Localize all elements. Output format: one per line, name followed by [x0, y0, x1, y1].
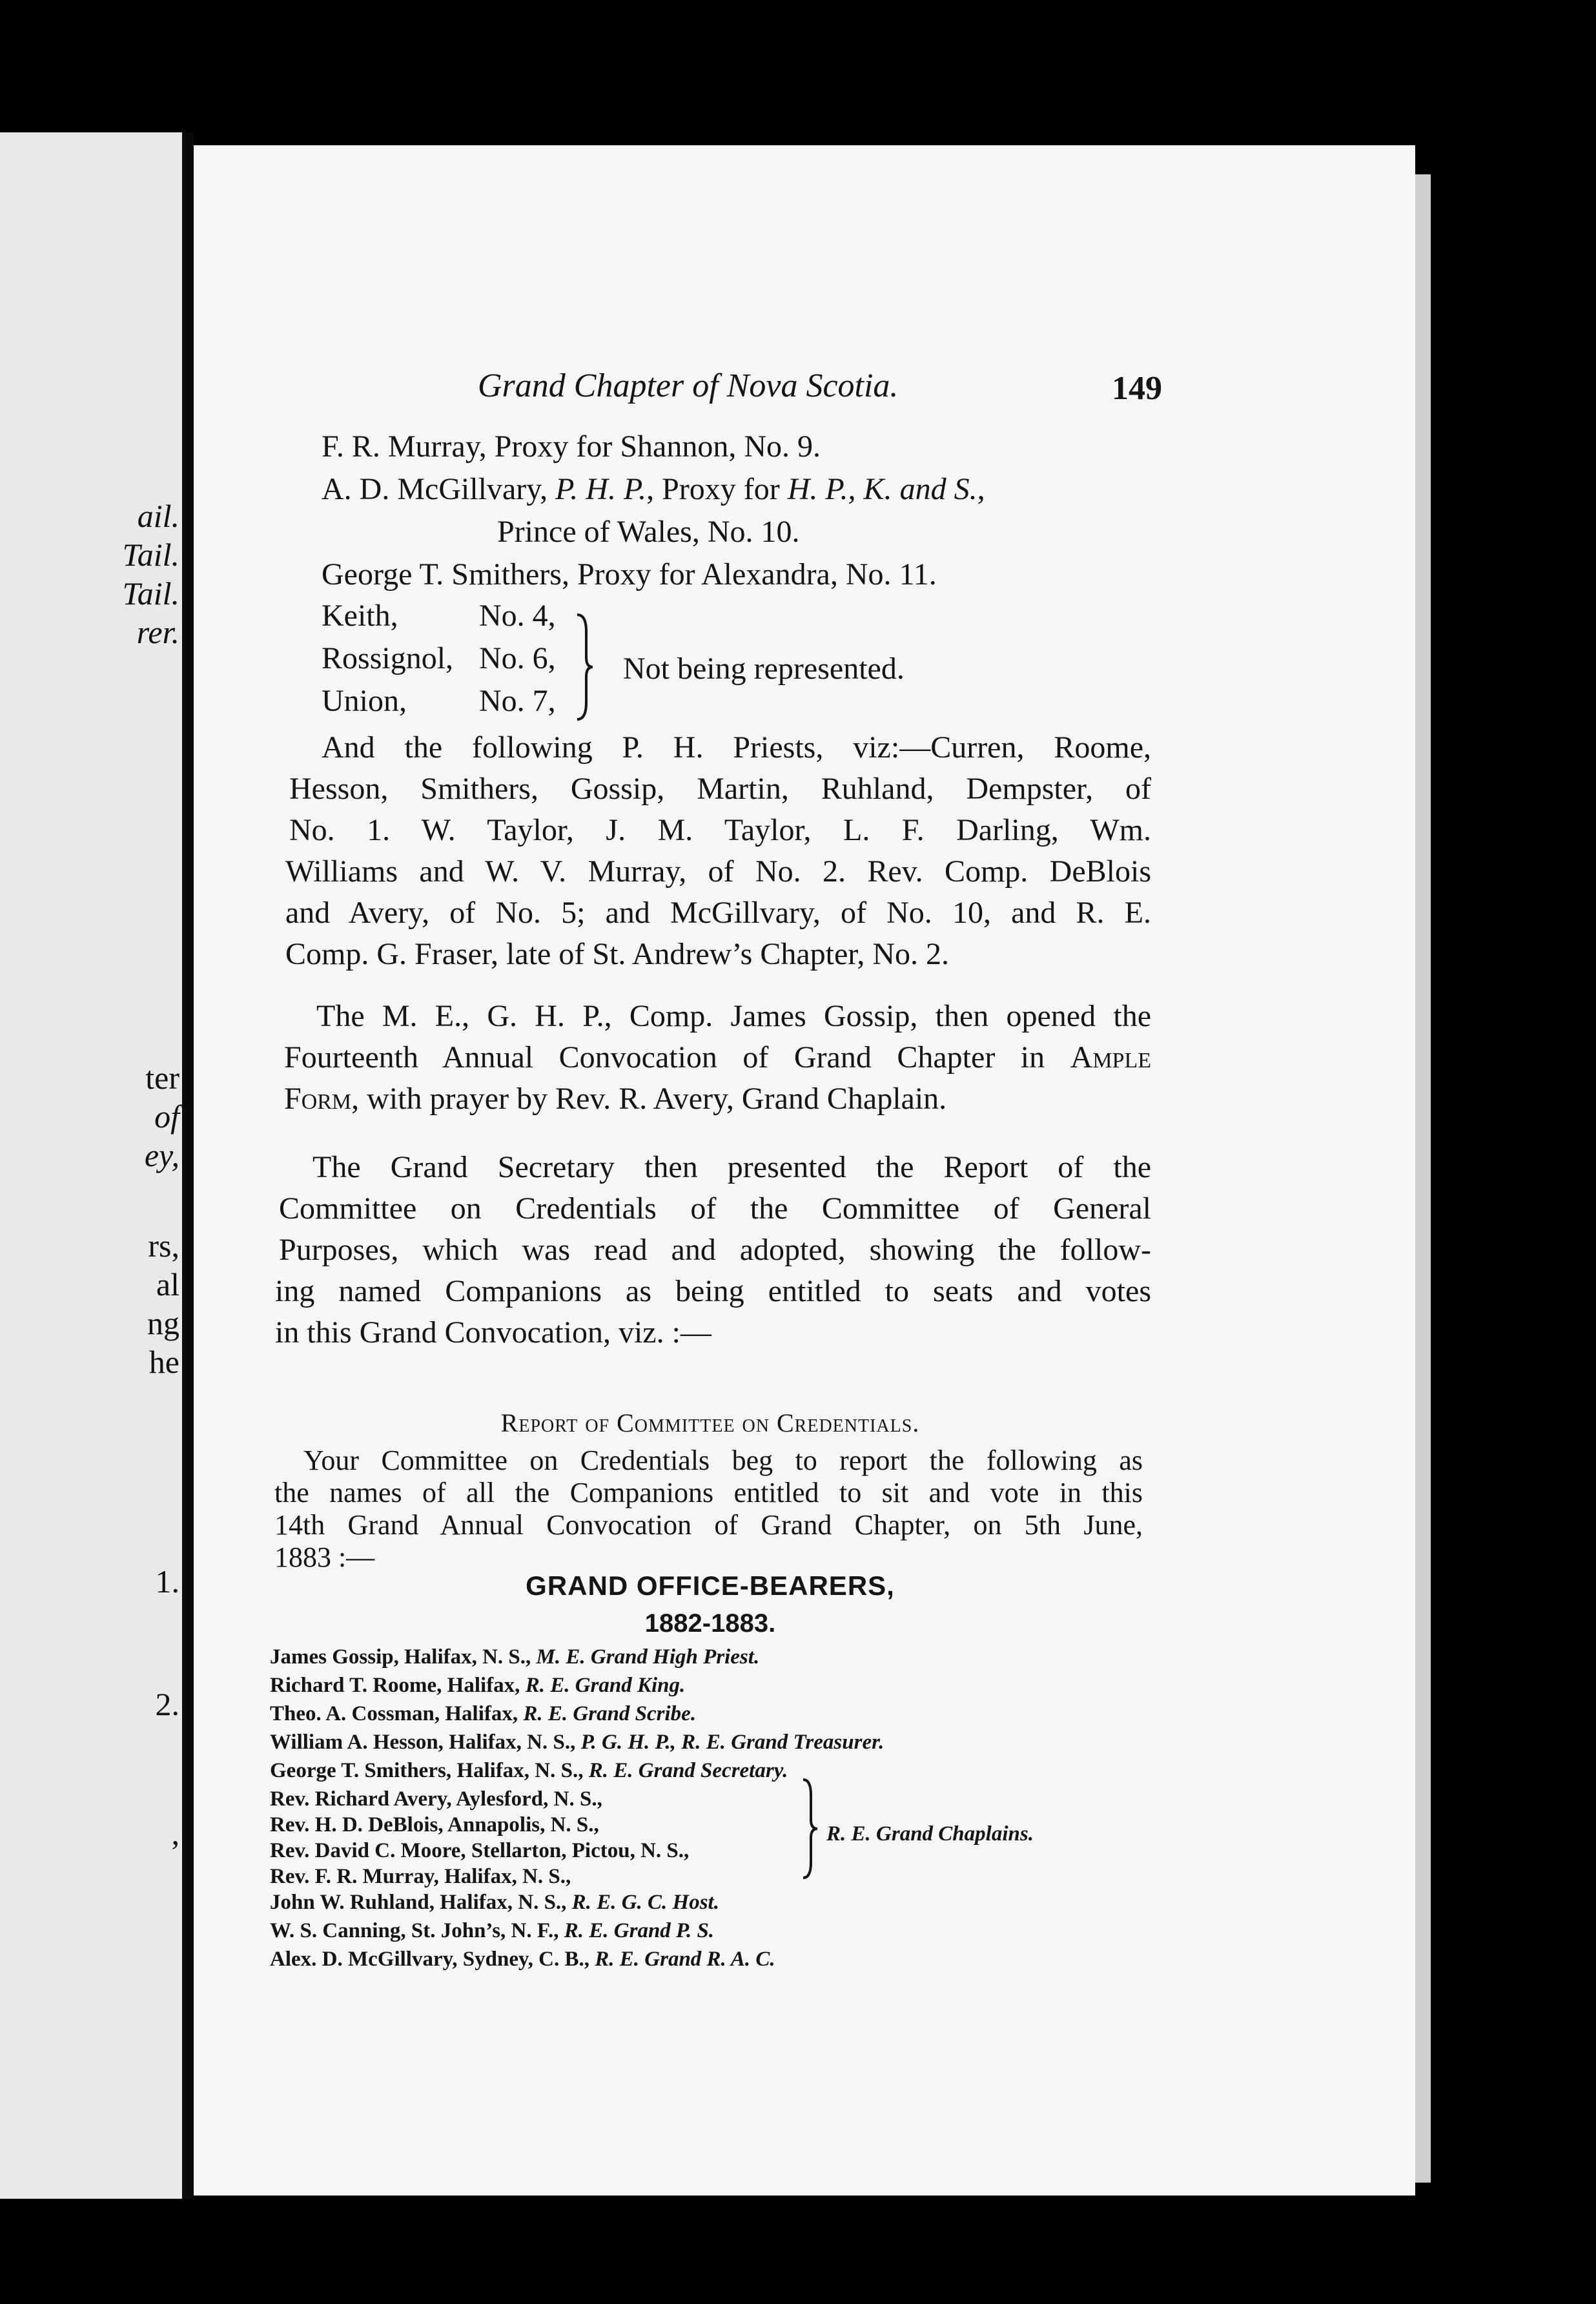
priests-line: and Avery, of No. 5; and McGillvary, of No. 10, and R. E.: [285, 896, 1151, 930]
report-line: 14th Grand Annual Convocation of Grand Chapter, on 5th June,: [274, 1509, 1143, 1541]
secretary-line: The Grand Secretary then presented the Report of the: [312, 1150, 1151, 1184]
opening-line: The M. E., G. H. P., Comp. James Gossip, then opened the: [316, 999, 1151, 1033]
officer-office: R. E. Grand Secretary.: [588, 1759, 788, 1782]
secretary-line: in this Grand Convocation, viz. :—: [275, 1315, 711, 1350]
opening-text: , with prayer by Rev. R. Avery, Grand Chaplain.: [351, 1082, 947, 1116]
officer-name: Rev. F. R. Murray, Halifax, N. S.,: [270, 1865, 571, 1888]
office-abbrev: H. P., K. and S.: [787, 472, 977, 506]
officer-name: Rev. David C. Moore, Stellarton, Pictou, N. S.,: [270, 1839, 690, 1862]
left-page-fragment: rer.: [136, 614, 179, 650]
proxy-line: [322, 559, 937, 590]
left-page-fragment: 1.: [155, 1563, 179, 1599]
left-page-fragment: Tail.: [122, 537, 179, 573]
opening-smallcaps: Form: [284, 1082, 352, 1116]
running-title: Grand Chapter of Nova Scotia.: [478, 367, 899, 404]
proxy-text: , Proxy for: [646, 472, 788, 506]
officer-name: Rev. Richard Avery, Aylesford, N. S.,: [270, 1787, 602, 1811]
priests-line: Comp. G. Fraser, late of St. Andrew’s Chapter, No. 2.: [285, 937, 950, 971]
proxy-line: [497, 517, 800, 548]
office-bearers-title: GRAND OFFICE-BEARERS,: [526, 1570, 895, 1601]
officer-name: James Gossip, Halifax, N. S.,: [270, 1645, 537, 1669]
chapter-number: No. 7,: [479, 684, 556, 718]
priests-line: Williams and W. V. Murray, of No. 2. Rev. Comp. DeBlois: [285, 854, 1151, 889]
report-line: Your Committee on Credentials beg to report the following as: [303, 1445, 1143, 1476]
left-page-fragment: 2.: [155, 1686, 179, 1722]
officer-name: Richard T. Roome, Halifax,: [270, 1674, 526, 1697]
book-gutter: [182, 132, 194, 2199]
officer-entry: [270, 1815, 599, 1836]
officer-name: George T. Smithers, Halifax, N. S.,: [270, 1759, 589, 1782]
officer-name: Theo. A. Cossman, Halifax,: [270, 1702, 524, 1725]
officer-name: John W. Ruhland, Halifax, N. S.,: [270, 1891, 572, 1914]
officer-name: Alex. D. McGillvary, Sydney, C. B.,: [270, 1948, 595, 1971]
officer-name: William A. Hesson, Halifax, N. S.,: [270, 1731, 581, 1754]
opening-line: [284, 1084, 946, 1115]
left-page-fragment: Tail.: [122, 575, 179, 612]
proxy-text: A. D. McGillvary,: [322, 472, 556, 506]
officer-office: R. E. Grand King.: [525, 1674, 686, 1697]
proxy-text: ,: [977, 472, 985, 506]
secretary-line: Purposes, which was read and adopted, showing the follow-: [279, 1233, 1151, 1267]
chapter-name: Union,: [322, 684, 407, 718]
officer-entry: [270, 1892, 719, 1913]
chapter-number: No. 4,: [479, 599, 556, 633]
chapter-number: No. 6,: [479, 641, 556, 675]
priests-line: And the following P. H. Priests, viz:—Curren, Roome,: [322, 730, 1151, 765]
brace-icon: [801, 1777, 820, 1880]
opening-line: [284, 1042, 1151, 1073]
report-line: 1883 :—: [274, 1541, 375, 1573]
left-page-fragment: ng: [147, 1305, 179, 1341]
left-page-fragment: ey,: [144, 1137, 179, 1173]
officer-entry: [270, 1675, 685, 1696]
opening-smallcaps: Ample: [1070, 1040, 1151, 1075]
not-represented-label: Not being represented.: [623, 652, 905, 686]
page-number: 149: [1112, 370, 1162, 407]
officer-entry: [270, 1840, 689, 1862]
officer-office: R. E. Grand Scribe.: [523, 1702, 697, 1725]
report-heading: Report of Committee on Credentials.: [500, 1408, 920, 1437]
chaplains-label: R. E. Grand Chaplains.: [826, 1822, 1034, 1846]
officer-entry: [270, 1920, 714, 1942]
secretary-line: Committee on Credentials of the Committee of General: [279, 1191, 1151, 1226]
left-page-fragment: ter: [145, 1060, 179, 1096]
proxy-text: George T. Smithers, Proxy for Alexandra, No. 11.: [322, 557, 937, 591]
officer-office: R. E. G. C. Host.: [571, 1891, 719, 1914]
officer-entry: [270, 1732, 884, 1753]
officer-office: R. E. Grand P. S.: [564, 1919, 715, 1942]
officer-entry: [270, 1703, 696, 1725]
left-page-fragment: al: [156, 1266, 179, 1302]
priests-line: No. 1. W. Taylor, J. M. Taylor, L. F. Darling, Wm.: [289, 813, 1151, 847]
page-edge: [1415, 174, 1431, 2183]
opening-text: Fourteenth Annual Convocation of Grand Chapter in: [284, 1040, 1070, 1075]
left-page-fragment: rs,: [148, 1228, 179, 1264]
chapter-name: Rossignol,: [322, 641, 454, 675]
secretary-line: ing named Companions as being entitled to seats and votes: [275, 1274, 1151, 1308]
officer-name: W. S. Canning, St. John’s, N. F.,: [270, 1919, 564, 1942]
proxy-line: [322, 431, 821, 462]
officer-entry: [270, 1866, 571, 1887]
brace-icon: [575, 612, 594, 722]
report-line: the names of all the Companions entitled to sit and vote in this: [274, 1477, 1143, 1508]
officer-office: R. E. Grand R. A. C.: [595, 1948, 775, 1971]
officer-name: Rev. H. D. DeBlois, Annapolis, N. S.,: [270, 1813, 599, 1836]
office-bearers-years: 1882-1883.: [644, 1609, 776, 1638]
chapter-name: Keith,: [322, 599, 398, 633]
left-page-fragment: he: [148, 1344, 179, 1380]
left-page-fragment: ail.: [137, 498, 179, 534]
officer-entry: [270, 1789, 602, 1810]
officer-office: P. G. H. P., R. E. Grand Treasurer.: [580, 1731, 885, 1754]
officer-entry: [270, 1647, 759, 1668]
left-page-fragment: of: [154, 1098, 179, 1135]
officer-entry: [270, 1949, 775, 1970]
page-header: [284, 367, 1162, 412]
officer-office: M. E. Grand High Priest.: [536, 1645, 760, 1669]
officer-entry: [270, 1760, 788, 1782]
proxy-text: Prince of Wales, No. 10.: [497, 515, 800, 549]
proxy-text: F. R. Murray, Proxy for Shannon, No. 9.: [322, 429, 821, 464]
proxy-line: [322, 474, 985, 505]
priests-line: Hesson, Smithers, Gossip, Martin, Ruhland, Dempster, of: [289, 772, 1151, 806]
left-page-margin: [0, 132, 182, 2199]
office-abbrev: P. H. P.: [555, 472, 647, 506]
left-page-fragment: ,: [171, 1815, 179, 1851]
